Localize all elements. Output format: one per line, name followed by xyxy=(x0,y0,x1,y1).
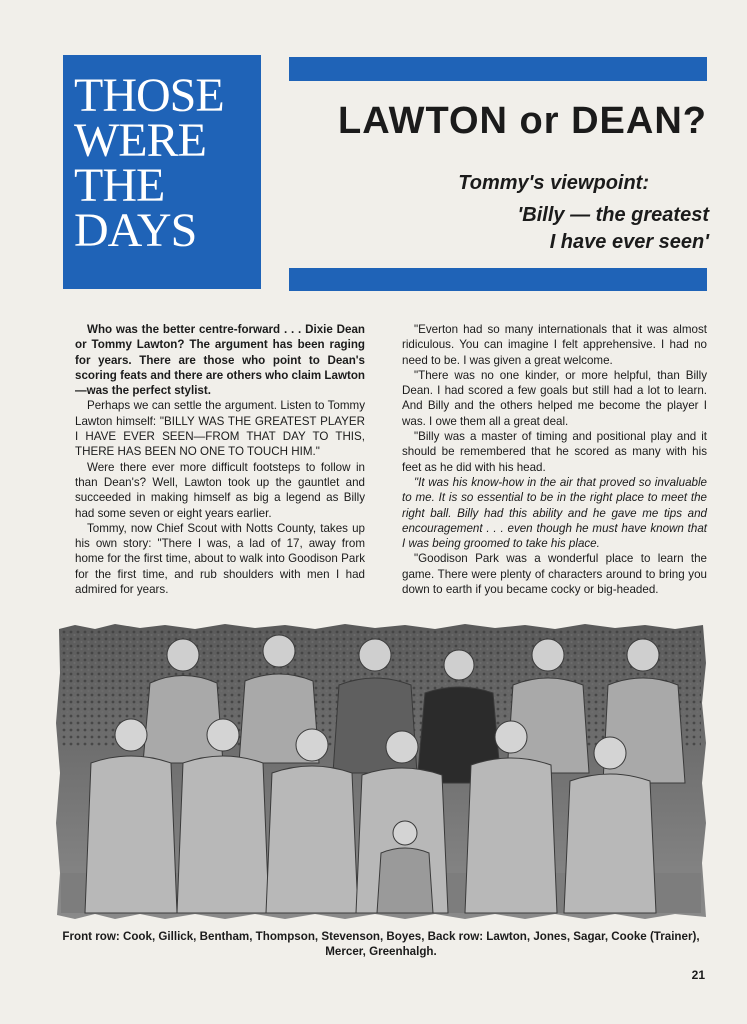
body-paragraph: "Billy was a master of timing and positional play and it should be remembered that he scored as many with his feet as he did with his head. xyxy=(402,430,707,474)
article-subheading: Tommy's viewpoint: xyxy=(458,172,649,194)
body-paragraph: Were there ever more difficult footsteps to follow in than Dean's? Well, Lawton took up the gauntlet and succeeded in making himself as big a legend as Billy had some seven or eight years earlier. xyxy=(75,460,365,520)
body-paragraph-italic: "It was his know-how in the air that proved so invaluable to me. It is so essential to be in the right place to meet the right ball. Billy had this ability and he gave me tips and encouragement . . . even though he must have known that I was being groomed to take his place. xyxy=(402,475,707,551)
pull-quote xyxy=(518,202,709,256)
article-column-right xyxy=(402,322,707,597)
body-paragraph: Perhaps we can settle the argument. Listen to Tommy Lawton himself: "BILLY WAS THE GREATEST PLAYER I HAVE EVER SEEN—FROM THAT DAY TO THIS, THERE HAS BEEN NO ONE TO TOUCH HIM." xyxy=(75,399,365,459)
those-were-the-days-logo xyxy=(63,55,261,289)
pull-quote-line: I have ever seen' xyxy=(549,231,709,253)
bottom-accent-bar xyxy=(289,268,707,291)
intro-paragraph: Who was the better centre-forward . . . Dixie Dean or Tommy Lawton? The argument has been raging for years. There are those who point to Dean's scoring feats and there are others who claim Lawton—was the perfect stylist. xyxy=(75,323,365,398)
top-accent-bar xyxy=(289,57,707,81)
body-paragraph: "There was no one kinder, or more helpful, than Billy Dean. I had scored a few goals but still had a lot to learn. And Billy and the others helped me become the player I was. I owe them all a great deal. xyxy=(402,368,707,428)
body-paragraph: Tommy, now Chief Scout with Notts County, takes up his own story: "There I was, a lad of 17, away from home for the first time, about to walk into Goodison Park for the first time, and rub shoulders with men I had admired for years. xyxy=(75,521,365,597)
body-paragraph: "Everton had so many internationals that it was almost ridiculous. You can imagine I felt apprehensive. I had no need to be. I was given a great welcome. xyxy=(402,323,707,367)
logo-line: THE xyxy=(74,159,165,212)
page-number: 21 xyxy=(691,968,705,982)
team-photo xyxy=(55,623,707,920)
logo-line: DAYS xyxy=(74,204,197,257)
pull-quote-line: 'Billy — the greatest xyxy=(517,204,709,226)
article-headline: LAWTON or DEAN? xyxy=(338,100,707,142)
logo-line: THOSE xyxy=(74,69,224,122)
photo-caption: Front row: Cook, Gillick, Bentham, Thompson, Stevenson, Boyes, Back row: Lawton, Jones, Sagar, Cooke (Trainer), Mercer, Greenhalgh. xyxy=(62,930,700,958)
body-paragraph: "Goodison Park was a wonderful place to learn the game. There were plenty of characters around to bring you down to earth if you became cocky or big-headed. xyxy=(402,552,707,597)
logo-line: WERE xyxy=(74,114,206,167)
article-column-left xyxy=(75,322,365,597)
